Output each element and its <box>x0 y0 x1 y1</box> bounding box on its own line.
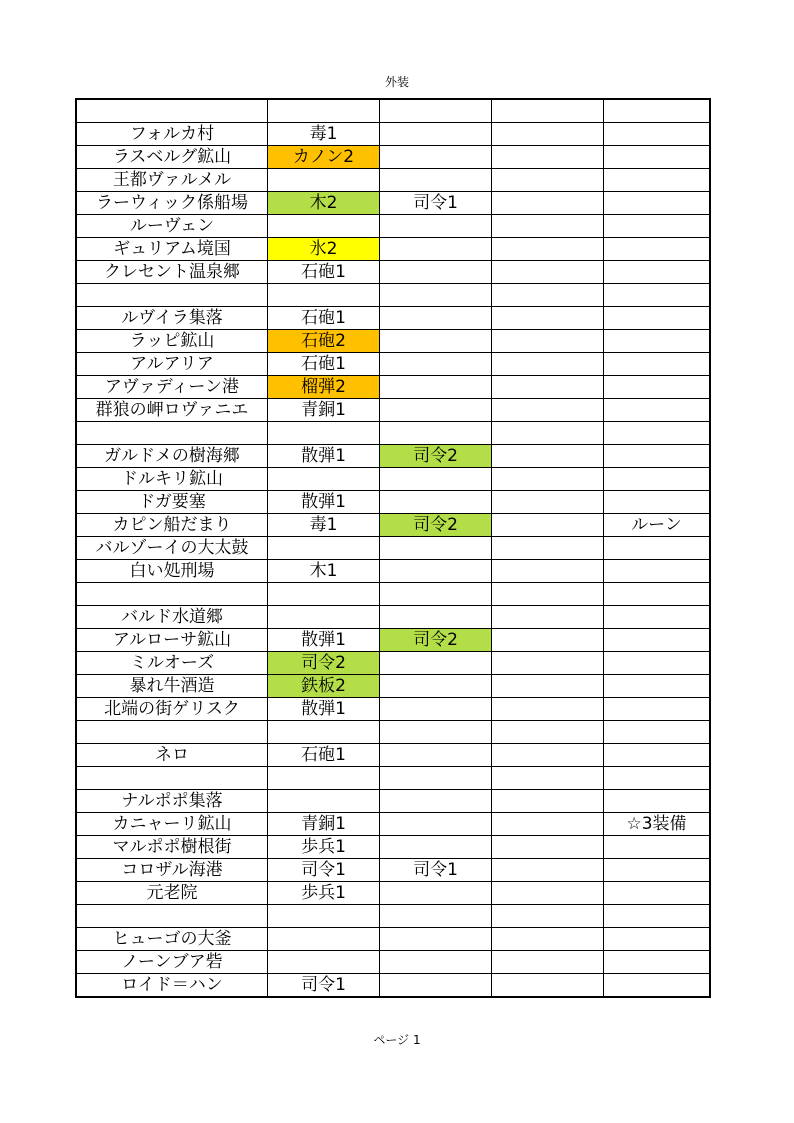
cell-col2[interactable]: 木1 <box>268 560 380 583</box>
cell-col2[interactable]: 木2 <box>268 192 380 215</box>
table-row <box>76 928 710 951</box>
cell-col4[interactable] <box>492 675 604 698</box>
cell-col4[interactable] <box>492 376 604 399</box>
cell-location[interactable]: ロイド＝ハン <box>76 974 268 998</box>
table-row <box>76 951 710 974</box>
cell-col5[interactable] <box>604 583 711 606</box>
cell-col4[interactable] <box>492 445 604 468</box>
cell-col3[interactable]: 司令2 <box>380 514 492 537</box>
table-row <box>76 445 710 468</box>
cell-col4[interactable] <box>492 790 604 813</box>
cell-col4[interactable] <box>492 514 604 537</box>
cell-col5[interactable] <box>604 652 711 675</box>
cell-col2[interactable] <box>268 767 380 790</box>
cell-col4[interactable] <box>492 330 604 353</box>
cell-col4[interactable] <box>492 882 604 905</box>
cell-col3[interactable] <box>380 675 492 698</box>
cell-col2[interactable]: 石砲1 <box>268 353 380 376</box>
cell-col3[interactable]: 司令2 <box>380 445 492 468</box>
cell-col2[interactable] <box>268 951 380 974</box>
cell-location[interactable]: バルド水道郷 <box>76 606 268 629</box>
cell-col2[interactable] <box>268 284 380 307</box>
table-row <box>76 146 710 169</box>
cell-col3[interactable] <box>380 169 492 192</box>
cell-col5[interactable] <box>604 859 711 882</box>
cell-location[interactable]: 元老院 <box>76 882 268 905</box>
table-row <box>76 307 710 330</box>
table-row <box>76 192 710 215</box>
table-row <box>76 99 710 123</box>
cell-col5[interactable] <box>604 307 711 330</box>
table-row <box>76 491 710 514</box>
cell-col4[interactable] <box>492 491 604 514</box>
cell-col5[interactable] <box>604 767 711 790</box>
table-row <box>76 606 710 629</box>
cell-col5[interactable] <box>604 376 711 399</box>
cell-col4[interactable] <box>492 974 604 998</box>
cell-col2[interactable] <box>268 583 380 606</box>
cell-col3[interactable]: 司令2 <box>380 629 492 652</box>
cell-col5[interactable] <box>604 882 711 905</box>
cell-col4[interactable] <box>492 146 604 169</box>
cell-col3[interactable] <box>380 928 492 951</box>
table-row <box>76 790 710 813</box>
cell-location[interactable]: ガルドメの樹海郷 <box>76 445 268 468</box>
cell-col5[interactable] <box>604 675 711 698</box>
cell-location[interactable] <box>76 905 268 928</box>
cell-col4[interactable] <box>492 399 604 422</box>
cell-location[interactable]: アヴァディーン港 <box>76 376 268 399</box>
cell-col4[interactable] <box>492 744 604 767</box>
cell-col4[interactable] <box>492 905 604 928</box>
cell-location[interactable]: ラッピ鉱山 <box>76 330 268 353</box>
table-row <box>76 399 710 422</box>
cell-location[interactable]: ラスベルグ鉱山 <box>76 146 268 169</box>
cell-col4[interactable] <box>492 238 604 261</box>
cell-col3[interactable] <box>380 261 492 284</box>
cell-col5[interactable] <box>604 836 711 859</box>
cell-col4[interactable] <box>492 284 604 307</box>
cell-col2[interactable]: 青銅1 <box>268 813 380 836</box>
cell-location[interactable]: バルゾーイの大太鼓 <box>76 537 268 560</box>
cell-location[interactable]: ネロ <box>76 744 268 767</box>
cell-col2[interactable]: 鉄板2 <box>268 675 380 698</box>
cell-col3[interactable] <box>380 721 492 744</box>
cell-col2[interactable] <box>268 215 380 238</box>
cell-col2[interactable]: 石砲2 <box>268 330 380 353</box>
cell-col2[interactable] <box>268 537 380 560</box>
cell-col4[interactable] <box>492 307 604 330</box>
cell-col3[interactable] <box>380 399 492 422</box>
cell-col2[interactable]: 散弾1 <box>268 491 380 514</box>
cell-col2[interactable] <box>268 790 380 813</box>
cell-location[interactable]: ドガ要塞 <box>76 491 268 514</box>
cell-col4[interactable] <box>492 468 604 491</box>
cell-col2[interactable]: 散弾1 <box>268 445 380 468</box>
table-row <box>76 537 710 560</box>
cell-location[interactable] <box>76 99 268 123</box>
cell-col2[interactable] <box>268 606 380 629</box>
table-row <box>76 376 710 399</box>
cell-col3[interactable] <box>380 790 492 813</box>
cell-col5[interactable] <box>604 468 711 491</box>
cell-col3[interactable] <box>380 215 492 238</box>
table-row <box>76 123 710 146</box>
cell-col3[interactable] <box>380 652 492 675</box>
cell-col4[interactable] <box>492 261 604 284</box>
cell-col4[interactable] <box>492 813 604 836</box>
page-header-title: 外装 <box>384 75 409 89</box>
cell-col3[interactable] <box>380 882 492 905</box>
cell-col5[interactable] <box>604 790 711 813</box>
cell-location[interactable] <box>76 767 268 790</box>
cell-col4[interactable] <box>492 215 604 238</box>
cell-col2[interactable]: 石砲1 <box>268 744 380 767</box>
cell-col3[interactable] <box>380 951 492 974</box>
cell-col3[interactable] <box>380 307 492 330</box>
cell-col4[interactable] <box>492 560 604 583</box>
cell-col3[interactable] <box>380 353 492 376</box>
cell-col4[interactable] <box>492 767 604 790</box>
cell-col2[interactable] <box>268 905 380 928</box>
cell-col5[interactable] <box>604 951 711 974</box>
cell-col4[interactable] <box>492 99 604 123</box>
cell-col3[interactable] <box>380 537 492 560</box>
cell-col3[interactable]: 司令1 <box>380 192 492 215</box>
cell-col5[interactable] <box>604 284 711 307</box>
cell-col5[interactable] <box>604 560 711 583</box>
table-row <box>76 652 710 675</box>
cell-col3[interactable]: 司令1 <box>380 859 492 882</box>
cell-col5[interactable] <box>604 99 711 123</box>
cell-col2[interactable] <box>268 169 380 192</box>
cell-col2[interactable] <box>268 99 380 123</box>
cell-col4[interactable] <box>492 192 604 215</box>
cell-col2[interactable]: 司令1 <box>268 974 380 998</box>
cell-col4[interactable] <box>492 951 604 974</box>
cell-col3[interactable] <box>380 560 492 583</box>
cell-col5[interactable] <box>604 422 711 445</box>
cell-col5[interactable] <box>604 330 711 353</box>
cell-col3[interactable] <box>380 744 492 767</box>
cell-location[interactable]: ルーヴェン <box>76 215 268 238</box>
table-row <box>76 813 710 836</box>
cell-location[interactable] <box>76 422 268 445</box>
table-row <box>76 721 710 744</box>
table-row <box>76 353 710 376</box>
cell-location[interactable]: ラーウィック係船場 <box>76 192 268 215</box>
cell-col5[interactable] <box>604 399 711 422</box>
table-row <box>76 215 710 238</box>
cell-col4[interactable] <box>492 537 604 560</box>
cell-location[interactable]: アルローサ鉱山 <box>76 629 268 652</box>
cell-location[interactable] <box>76 583 268 606</box>
cell-col2[interactable] <box>268 422 380 445</box>
cell-location[interactable]: ドルキリ鉱山 <box>76 468 268 491</box>
cell-col3[interactable] <box>380 606 492 629</box>
table-row <box>76 905 710 928</box>
cell-col5[interactable] <box>604 123 711 146</box>
cell-col4[interactable] <box>492 836 604 859</box>
cell-location[interactable]: 白い処刑場 <box>76 560 268 583</box>
cell-col5[interactable] <box>604 721 711 744</box>
cell-col3[interactable] <box>380 284 492 307</box>
cell-col5[interactable] <box>604 606 711 629</box>
cell-location[interactable]: 暴れ牛酒造 <box>76 675 268 698</box>
cell-location[interactable] <box>76 284 268 307</box>
cell-col3[interactable] <box>380 146 492 169</box>
cell-col2[interactable] <box>268 928 380 951</box>
cell-col5[interactable]: ☆3装備 <box>604 813 711 836</box>
cell-col2[interactable]: 石砲1 <box>268 261 380 284</box>
cell-col4[interactable] <box>492 629 604 652</box>
cell-col3[interactable] <box>380 99 492 123</box>
cell-col3[interactable] <box>380 767 492 790</box>
cell-col5[interactable] <box>604 261 711 284</box>
page-footer-number: ページ 1 <box>373 1033 421 1047</box>
cell-location[interactable]: クレセント温泉郷 <box>76 261 268 284</box>
cell-col5[interactable] <box>604 146 711 169</box>
cell-col2[interactable]: 氷2 <box>268 238 380 261</box>
cell-col5[interactable] <box>604 192 711 215</box>
cell-col5[interactable] <box>604 905 711 928</box>
cell-col3[interactable] <box>380 905 492 928</box>
table-row <box>76 583 710 606</box>
cell-col2[interactable]: 散弾1 <box>268 629 380 652</box>
table-row <box>76 560 710 583</box>
cell-location[interactable]: ミルオーズ <box>76 652 268 675</box>
cell-col4[interactable] <box>492 169 604 192</box>
table-row <box>76 284 710 307</box>
cell-location[interactable]: ヒューゴの大釜 <box>76 928 268 951</box>
cell-location[interactable]: ギュリアム境国 <box>76 238 268 261</box>
table-row <box>76 767 710 790</box>
cell-col3[interactable] <box>380 698 492 721</box>
cell-col2[interactable] <box>268 468 380 491</box>
cell-col5[interactable] <box>604 445 711 468</box>
cell-location[interactable]: ルヴイラ集落 <box>76 307 268 330</box>
cell-col3[interactable] <box>380 376 492 399</box>
cell-col2[interactable]: 司令1 <box>268 859 380 882</box>
table-row <box>76 468 710 491</box>
cell-col5[interactable] <box>604 928 711 951</box>
spreadsheet-table <box>75 98 711 998</box>
cell-col3[interactable] <box>380 238 492 261</box>
table-row <box>76 261 710 284</box>
cell-location[interactable]: 北端の街ゲリスク <box>76 698 268 721</box>
cell-col2[interactable]: 歩兵1 <box>268 882 380 905</box>
cell-col5[interactable] <box>604 744 711 767</box>
cell-location[interactable]: コロザル海港 <box>76 859 268 882</box>
cell-col4[interactable] <box>492 123 604 146</box>
table-row <box>76 514 710 537</box>
cell-col3[interactable] <box>380 813 492 836</box>
cell-col4[interactable] <box>492 422 604 445</box>
cell-col4[interactable] <box>492 583 604 606</box>
cell-location[interactable]: カニャーリ鉱山 <box>76 813 268 836</box>
table-row <box>76 422 710 445</box>
table-row <box>76 882 710 905</box>
table-row <box>76 744 710 767</box>
table-row <box>76 629 710 652</box>
cell-location[interactable] <box>76 721 268 744</box>
cell-col5[interactable] <box>604 698 711 721</box>
cell-col4[interactable] <box>492 606 604 629</box>
cell-location[interactable]: フォルカ村 <box>76 123 268 146</box>
cell-col3[interactable] <box>380 422 492 445</box>
table-row <box>76 698 710 721</box>
cell-col5[interactable] <box>604 353 711 376</box>
cell-col5[interactable] <box>604 238 711 261</box>
cell-col2[interactable]: 毒1 <box>268 514 380 537</box>
cell-col5[interactable]: ルーン <box>604 514 711 537</box>
cell-col2[interactable]: 散弾1 <box>268 698 380 721</box>
cell-col4[interactable] <box>492 721 604 744</box>
cell-col5[interactable] <box>604 169 711 192</box>
cell-col4[interactable] <box>492 698 604 721</box>
cell-col3[interactable] <box>380 330 492 353</box>
cell-col4[interactable] <box>492 859 604 882</box>
cell-location[interactable]: 王都ヴァルメル <box>76 169 268 192</box>
cell-col2[interactable]: 司令2 <box>268 652 380 675</box>
table-row <box>76 859 710 882</box>
cell-col3[interactable] <box>380 468 492 491</box>
cell-col2[interactable]: 歩兵1 <box>268 836 380 859</box>
table-row <box>76 974 710 998</box>
cell-col2[interactable] <box>268 721 380 744</box>
cell-col5[interactable] <box>604 537 711 560</box>
cell-location[interactable]: ノーンブア砦 <box>76 951 268 974</box>
cell-col3[interactable] <box>380 123 492 146</box>
cell-col5[interactable] <box>604 491 711 514</box>
cell-col2[interactable]: カノン2 <box>268 146 380 169</box>
cell-col5[interactable] <box>604 215 711 238</box>
cell-col2[interactable]: 榴弾2 <box>268 376 380 399</box>
table-row <box>76 330 710 353</box>
cell-location[interactable]: カピン船だまり <box>76 514 268 537</box>
table-row <box>76 836 710 859</box>
cell-col3[interactable] <box>380 583 492 606</box>
cell-location[interactable]: ナルポポ集落 <box>76 790 268 813</box>
cell-col5[interactable] <box>604 974 711 998</box>
cell-col3[interactable] <box>380 491 492 514</box>
cell-location[interactable]: アルアリア <box>76 353 268 376</box>
cell-col2[interactable]: 石砲1 <box>268 307 380 330</box>
cell-col5[interactable] <box>604 629 711 652</box>
table-row <box>76 238 710 261</box>
cell-col2[interactable]: 青銅1 <box>268 399 380 422</box>
cell-col4[interactable] <box>492 353 604 376</box>
table-row <box>76 169 710 192</box>
cell-location[interactable]: 群狼の岬ロヴァニエ <box>76 399 268 422</box>
cell-col2[interactable]: 毒1 <box>268 123 380 146</box>
table-row <box>76 675 710 698</box>
cell-col3[interactable] <box>380 836 492 859</box>
table-body <box>76 99 710 997</box>
cell-col3[interactable] <box>380 974 492 998</box>
cell-col4[interactable] <box>492 928 604 951</box>
cell-location[interactable]: マルポポ樹根街 <box>76 836 268 859</box>
cell-col4[interactable] <box>492 652 604 675</box>
